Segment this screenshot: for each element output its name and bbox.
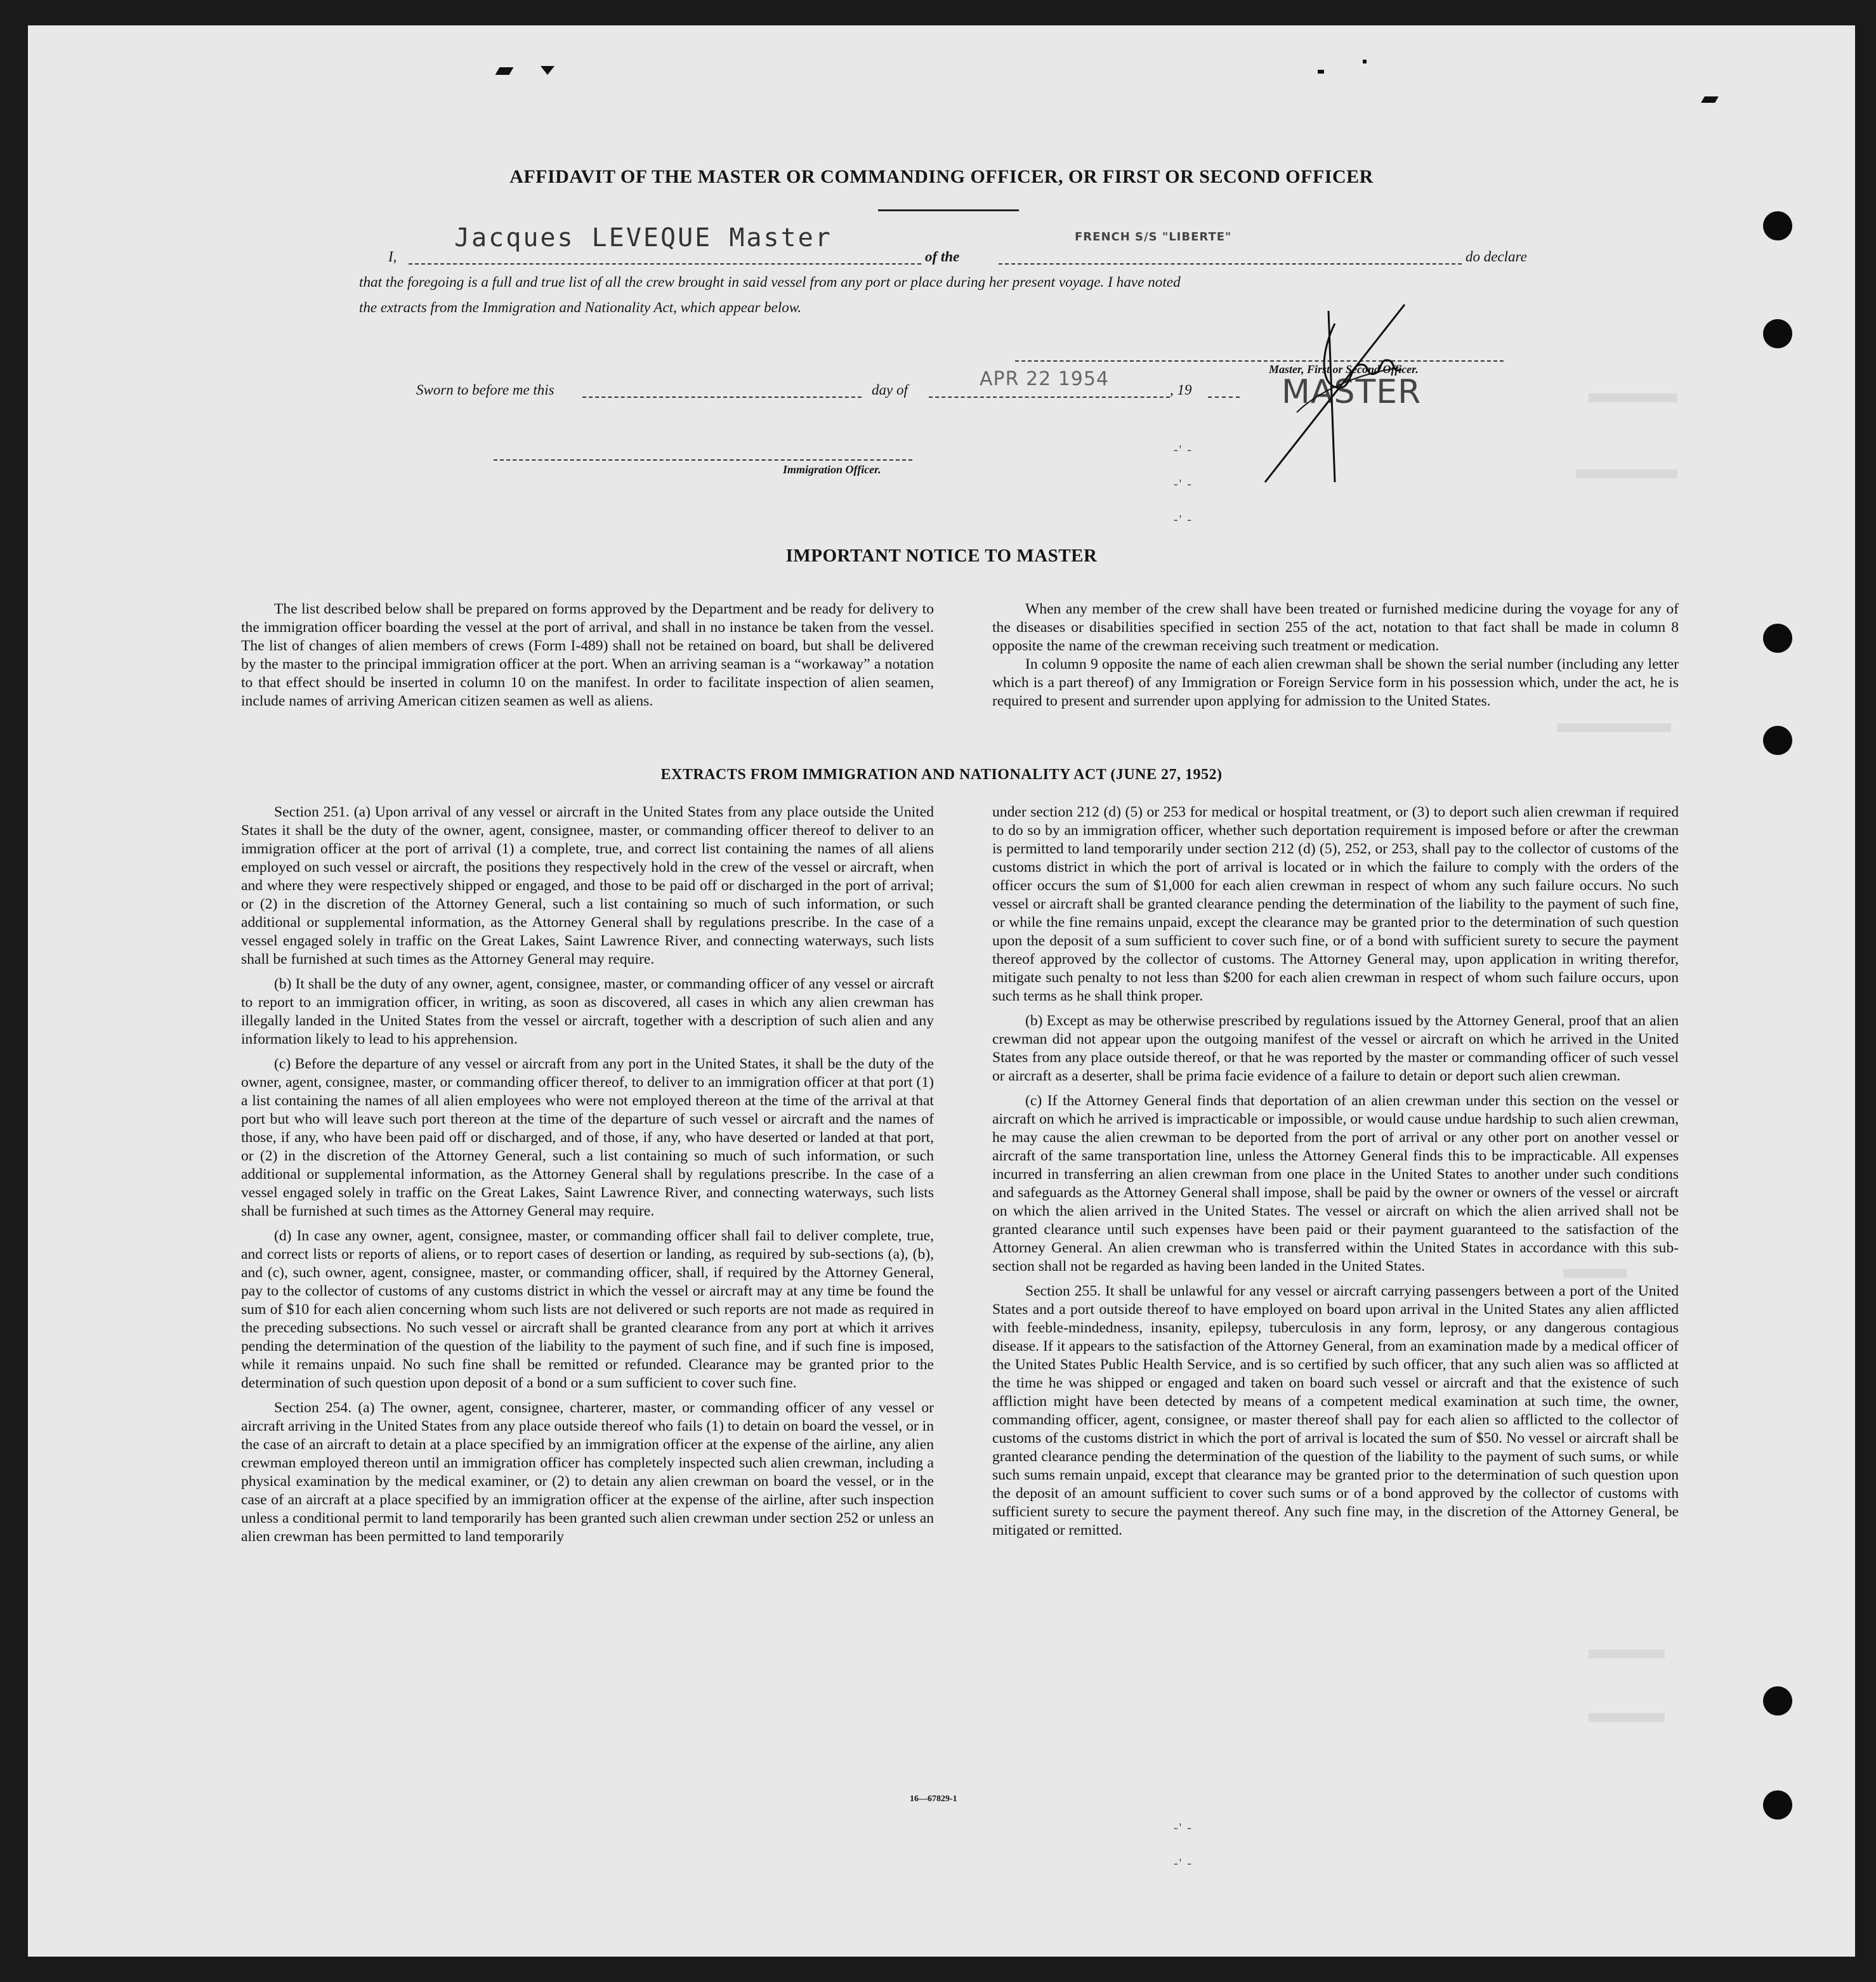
name-blank-line — [409, 263, 921, 265]
margin-mark: -' - — [1174, 443, 1193, 457]
officer-caption: Immigration Officer. — [783, 463, 881, 476]
extract-paragraph: under section 212 (d) (5) or 253 for medical or hospital treatment, or (3) to deport such alien crewman if required to do so by an immigration officer, whether such deportation requirement is imposed before or after the crewman is permitted to land temporarily under section 212 (d) (5), 252, or 253, shall pay to the collector of customs of the customs district in which the port of arrival is located or in which the failure to comply with the orders of the officer occurs the sum of $1,000 for each alien crewman in respect of whom any such failure occurs. No such vessel or aircraft shall be granted clearance pending the determination of the liability to the payment of such fine, or while the fine remains unpaid, except the clearance may be granted prior to the determination of such question upon the deposit of a sum sufficient to cover such fine, or of a bond with sufficient surety to secure the payment thereof approved by the collector of customs. The Attorney General may, upon application in writing therefor, mitigate such penalty to not less than $200 for each alien crewman in respect of whom such failure occurs, upon such terms as he shall think proper. — [992, 804, 1679, 1004]
declaration-text: that the foregoing is a full and true list of all the crew brought in said vessel from any port or place during her present voyage. I have noted — [359, 274, 1181, 291]
margin-mark: -' - — [1174, 1856, 1193, 1870]
officer-signature-line — [494, 459, 912, 461]
vessel-blank-line — [999, 263, 1462, 265]
scan-mark — [1318, 70, 1324, 74]
sworn-day-blank — [582, 397, 862, 398]
year-prefix: , 19 — [1170, 382, 1192, 398]
sworn-prefix: Sworn to before me this — [416, 382, 554, 398]
master-stamp: MASTER — [1282, 373, 1422, 411]
margin-mark: -' - — [1174, 513, 1193, 527]
binder-hole — [1763, 211, 1792, 240]
year-blank — [1208, 397, 1240, 398]
handwritten-signature — [1259, 298, 1424, 489]
notice-left-column — [241, 600, 934, 717]
extract-paragraph: (b) Except as may be otherwise prescribed by regulations issued by the Attorney General, proof that an alien crewman did not appear upon the outgoing manifest of the vessel or aircraft on which he arrived in the United States from any place outside thereof, or that he was reported by the master or commanding officer of such vessel or aircraft as a deserter, shall be prima facie evidence of a failure to detain or deport such alien crewman. — [992, 1013, 1679, 1084]
of-the-label: of the — [925, 249, 960, 265]
notice-right-column — [992, 600, 1679, 717]
date-stamp: APR 22 1954 — [980, 368, 1110, 390]
declarant-prefix: I, — [388, 249, 397, 265]
affidavit-title: AFFIDAVIT OF THE MASTER OR COMMANDING OFFICER, OR FIRST OR SECOND OFFICER — [509, 166, 1374, 187]
document-page — [28, 25, 1855, 1957]
notice-paragraph: When any member of the crew shall have been treated or furnished medicine during the voyage for any of the diseases or disabilities specified in section 255 of the act, notation to that fact shall be made in column 8 opposite the name of the crewman receiving such treatment or medication. — [992, 601, 1679, 654]
notice-title: IMPORTANT NOTICE TO MASTER — [785, 546, 1098, 566]
margin-mark: -' - — [1174, 477, 1193, 491]
scan-mark — [1701, 96, 1719, 103]
declaration-text-continued: the extracts from the Immigration and Nationality Act, which appear below. — [359, 299, 802, 315]
binder-hole — [1763, 319, 1792, 348]
scan-mark — [541, 66, 554, 75]
scan-mark — [495, 67, 514, 75]
extract-paragraph: Section 254. (a) The owner, agent, consignee, charterer, master, or commanding officer of any vessel or aircraft arriving in the United States from any place outside thereof who fails (1) to detain on board the vessel, or in the case of an aircraft to detain at a place specified by an immigration officer at the expense of the airline, any alien crewman employed thereon until an immigration officer has completely inspected such alien crewman, including a physical examination by the medical examiner, or (2) to detain any alien crewman on board the vessel, or in the case of an aircraft at a place specified by an immigration officer at the expense of the airline, after such inspection unless a conditional permit to land temporarily has been granted such alien crewman under section 252 or unless an alien crewman has been permitted to land temporarily — [241, 1400, 934, 1545]
extracts-left-column — [241, 803, 934, 1552]
title-rule — [878, 209, 1019, 211]
day-of-label: day of — [872, 382, 908, 398]
notice-paragraph: In column 9 opposite the name of each alien crewman shall be shown the serial number (including any letter which is a part thereof) of any Immigration or Foreign Service form in his possession which, under the act, he is required to present and surrender upon applying for admission to the United States. — [992, 656, 1679, 709]
declarant-name-typed: Jacques LEVEQUE Master — [454, 223, 832, 253]
extract-paragraph: (d) In case any owner, agent, consignee, master, or commanding officer shall fail to deliver complete, true, and correct lists or reports of aliens, or to report cases of desertion or landing, as required by sub-sections (a), (b), and (c), such owner, agent, consignee, master, or commanding officer, shall, if required by the Attorney General, pay to the collector of customs of any customs district in which the vessel or aircraft may at any time be found the sum of $10 for each alien concerning whom such lists are not delivered or such reports are not made as required in the preceding subsections. No such vessel or aircraft shall be granted clearance from any port at which it arrives pending the determination of the question of the liability to the payment of such fine, and if such fine is imposed, while it remains unpaid. No such fine shall be remitted or refunded. Clearance may be granted prior to the determination of such question upon deposit of a bond or a sum sufficient to cover such fine. — [241, 1228, 934, 1391]
margin-mark: -' - — [1174, 1821, 1193, 1835]
extract-paragraph: (c) Before the departure of any vessel or aircraft from any port in the United States, it shall be the duty of the owner, agent, consignee, master, or commanding officer thereof, to deliver to an immigration officer at that port (1) a list containing the names of all alien employees who were not employed thereon at the time of the arrival at that port but who will leave such port thereon at the time of the departure of such vessel or aircraft and the names of those, if any, who have been paid off or discharged, and of those, if any, who have deserted or landed at that port, or (2) in the discretion of the Attorney General, such a list containing so much of such information, or such additional or supplemental information, as the Attorney General shall by regulations prescribe. In the case of a vessel engaged solely in traffic on the Great Lakes, Saint Lawrence River, and connecting waterways, such lists shall be furnished at such times as the Attorney General may require. — [241, 1056, 934, 1219]
extracts-right-column — [992, 803, 1679, 1546]
extract-paragraph: Section 255. It shall be unlawful for any vessel or aircraft carrying passengers between a port of the United States and a port outside thereof to have employed on board upon arrival in the United States any alien afflicted with feeble-mindedness, insanity, epilepsy, tuberculosis in any form, leprosy, or any dangerous contagious disease. If it appears to the satisfaction of the Attorney General, from an examination made by a medical officer of the United States Public Health Service, and is so certified by such officer, that any such alien was so afflicted at the time he was shipped or engaged and taken on board such vessel or aircraft and that the existence of such affliction might have been detected by means of a competent medical examination at such time, the owner, commanding officer, agent, consignee, or master thereof shall pay for each alien so afflicted to the collector of customs of the customs district in which the port of arrival is located the sum of $50. No vessel or aircraft shall be granted clearance pending the determination of the question of the liability to the payment of such sums, or while such sums remain unpaid, except that clearance may be granted prior to the determination of such question upon the deposit of an amount sufficient to cover such sums or of a bond approved by the collector of customs with sufficient surety to secure the payment thereof. Any such fine may, in the discretion of the Attorney General, be mitigated or remitted. — [992, 1283, 1679, 1539]
scan-mark — [1363, 60, 1367, 63]
extract-paragraph: (c) If the Attorney General finds that deportation of an alien crewman under this section on the vessel or aircraft on which he arrived is impracticable or impossible, or would cause undue hardship to such alien crewman, he may cause the alien crewman to be deported from the port of arrival or any other port on another vessel or aircraft of the same transportation line, unless the Attorney General finds this to be impracticable. All expenses incurred in transferring an alien crewman from one place in the United States to another under such conditions and safeguards as the Attorney General shall impose, shall be paid by the owner or owners of the vessel or aircraft on which the alien arrived in the United States. The vessel or aircraft on which the alien arrived shall not be granted clearance until such expenses have been paid or their payment guaranteed to the satisfaction of the Attorney General. An alien crewman who is transferred within the United States in accordance with this sub-section shall not be regarded as having been landed in the United States. — [992, 1093, 1679, 1275]
notice-paragraph: The list described below shall be prepared on forms approved by the Department and be ready for delivery to the immigration officer boarding the vessel at the port of arrival, and shall in no instance be taken from the vessel. The list of changes of alien members of crews (Form I-489) shall not be retained on board, but shall be delivered by the master to the principal immigration officer at the port. When an arriving seaman is a “workaway” a notation to that effect should be inserted in column 10 on the manifest. In order to facilitate inspection of alien seamen, include names of arriving American citizen seamen as well as aliens. — [241, 601, 934, 709]
form-number: 16—67829-1 — [910, 1794, 957, 1804]
signature-caption: Master, First or Second Officer. — [1269, 363, 1419, 376]
extracts-title: EXTRACTS FROM IMMIGRATION AND NATIONALITY ACT (JUNE 27, 1952) — [660, 766, 1223, 783]
declare-suffix: do declare — [1466, 249, 1527, 265]
extract-paragraph: (b) It shall be the duty of any owner, agent, consignee, master, or commanding officer of any vessel or aircraft to report to an immigration officer, in writing, as soon as discovered, all cases in which any alien crewman has illegally landed in the United States from the vessel or aircraft, together with a description of such alien and any information likely to lead to his apprehension. — [241, 976, 934, 1047]
vessel-name-typed: FRENCH S/S "LIBERTE" — [1075, 230, 1232, 244]
extract-paragraph: Section 251. (a) Upon arrival of any vessel or aircraft in the United States from any place outside the United States it shall be the duty of the owner, agent, consignee, master, or commanding officer thereof to deliver to an immigration officer at the port of arrival (1) a complete, true, and correct list containing the names of all aliens employed on such vessel or aircraft, the positions they respectively hold in the crew of the vessel or aircraft, when and where they were respectively shipped or engaged, and those to be paid off or discharged in the port of arrival; or (2) in the discretion of the Attorney General, such a list containing so much of such information, or such additional or supplemental information, as the Attorney General shall by regulations prescribe. In the case of a vessel engaged solely in traffic on the Great Lakes, Saint Lawrence River, and connecting waterways, such lists shall be furnished at such times as the Attorney General may require. — [241, 804, 934, 968]
sworn-month-blank — [929, 397, 1170, 398]
